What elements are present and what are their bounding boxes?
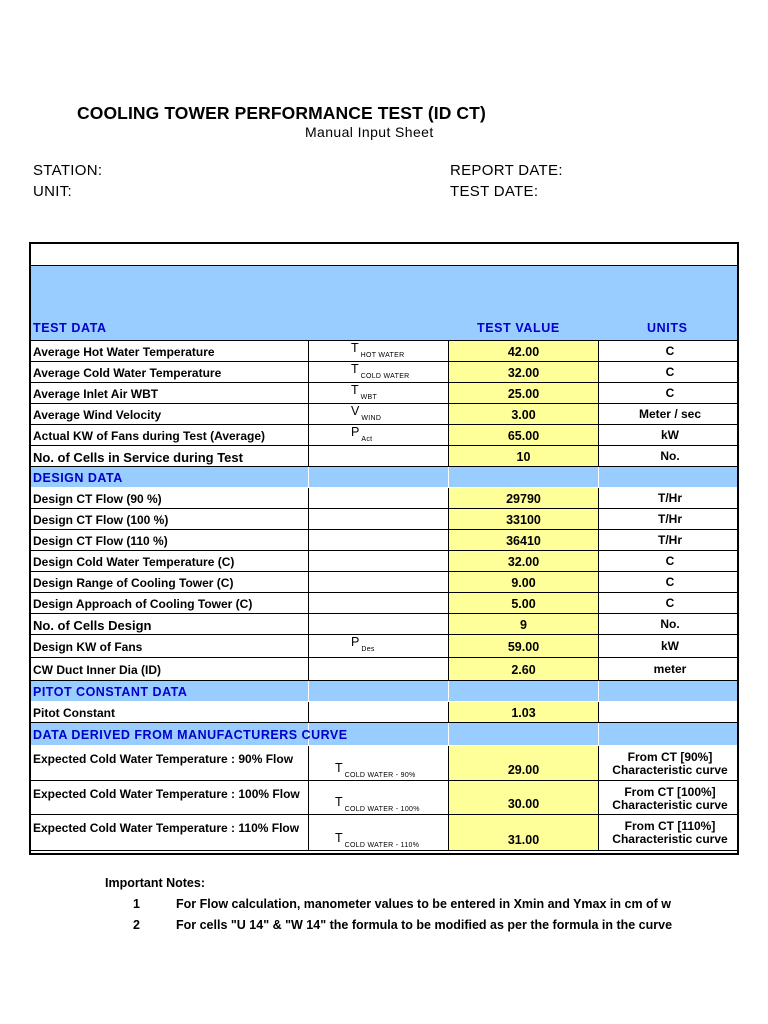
table-header-band	[31, 266, 737, 340]
note-text: For Flow calculation, manometer values to be entered in Xmin and Ymax in cm of w	[176, 897, 672, 911]
value-cell[interactable]	[449, 404, 599, 424]
row-label: Expected Cold Water Temperature : 110% Flow	[33, 821, 300, 835]
section-row	[31, 723, 737, 746]
unit-cell	[599, 488, 739, 508]
station-label: STATION:	[33, 162, 103, 179]
label-cell	[31, 362, 309, 382]
symbol-cell	[309, 509, 449, 529]
label-cell	[31, 467, 309, 487]
table-row	[31, 572, 737, 593]
table-row	[31, 446, 737, 467]
symbol-cell	[309, 488, 449, 508]
unit-text: C	[665, 344, 675, 358]
header-units: UNITS	[647, 321, 688, 335]
symbol-cell	[309, 746, 449, 780]
table-row	[31, 815, 737, 851]
row-label: DATA DERIVED FROM MANUFACTURERS CURVE	[33, 728, 348, 742]
row-label: Average Wind Velocity	[33, 408, 162, 422]
row-label: No. of Cells Design	[33, 618, 152, 633]
unit-cell	[599, 446, 739, 466]
label-cell	[31, 341, 309, 361]
symbol-cell	[309, 530, 449, 550]
value-cell	[449, 723, 599, 745]
row-label: Average Inlet Air WBT	[33, 387, 159, 401]
section-row	[31, 467, 737, 488]
value-cell[interactable]	[449, 341, 599, 361]
unit-cell	[599, 614, 739, 634]
row-label: DESIGN DATA	[33, 471, 123, 485]
unit-cell	[599, 404, 739, 424]
value-cell[interactable]	[449, 781, 599, 814]
unit-label: UNIT:	[33, 183, 72, 200]
variable-symbol	[351, 635, 375, 653]
row-label: No. of Cells in Service during Test	[33, 450, 243, 465]
table-row	[31, 635, 737, 658]
symbol-cell	[309, 341, 449, 361]
label-cell	[31, 593, 309, 613]
unit-cell	[599, 530, 739, 550]
symbol-cell	[309, 467, 449, 487]
symbol-cell	[309, 658, 449, 680]
unit-cell	[599, 723, 739, 745]
unit-cell	[599, 746, 739, 780]
row-label: Design KW of Fans	[33, 640, 143, 654]
variable-symbol	[351, 404, 381, 422]
table-row	[31, 488, 737, 509]
label-cell	[31, 509, 309, 529]
variable-symbol	[351, 362, 410, 380]
variable-symbol	[335, 761, 416, 779]
test-value: 42.00	[507, 345, 540, 359]
row-label: Design CT Flow (110 %)	[33, 534, 168, 548]
value-cell	[449, 467, 599, 487]
test-value: 29.00	[507, 763, 540, 777]
variable-symbol	[351, 425, 372, 443]
row-label: Design CT Flow (90 %)	[33, 492, 162, 506]
symbol-cell	[309, 723, 449, 745]
table-row	[31, 362, 737, 383]
label-cell	[31, 404, 309, 424]
symbol-letter: T	[351, 383, 359, 397]
input-sheet-table	[29, 242, 739, 855]
symbol-subscript: COLD WATER - 110%	[344, 842, 420, 849]
label-cell	[31, 681, 309, 701]
variable-symbol	[335, 795, 420, 813]
row-label: Pitot Constant	[33, 706, 115, 720]
value-cell	[449, 681, 599, 701]
unit-text: T/Hr	[658, 512, 682, 526]
label-cell	[31, 781, 309, 814]
unit-text: T/Hr	[658, 491, 682, 505]
report-date-label: REPORT DATE:	[450, 162, 563, 179]
test-value: 59.00	[507, 640, 540, 654]
table-row	[31, 746, 737, 781]
symbol-letter: T	[335, 795, 343, 809]
value-cell[interactable]	[449, 446, 599, 466]
unit-cell	[599, 509, 739, 529]
note-number: 1	[133, 897, 140, 911]
value-cell[interactable]	[449, 530, 599, 550]
symbol-subscript: Des	[361, 646, 375, 653]
unit-cell	[599, 681, 739, 701]
label-cell	[31, 702, 309, 722]
section-row	[31, 681, 737, 702]
unit-text: C	[665, 365, 675, 379]
symbol-subscript: Act	[361, 436, 373, 443]
note-text: For cells "U 14" & "W 14" the formula to be modified as per the formula in the curve	[176, 918, 673, 932]
unit-text: C	[665, 386, 675, 400]
label-cell	[31, 572, 309, 592]
label-cell	[31, 614, 309, 634]
unit-cell	[599, 635, 739, 657]
table-row	[31, 658, 737, 681]
value-cell[interactable]	[449, 593, 599, 613]
unit-cell	[599, 467, 739, 487]
test-value: 65.00	[507, 429, 540, 443]
page-title: COOLING TOWER PERFORMANCE TEST (ID CT)	[77, 103, 486, 123]
symbol-cell	[309, 383, 449, 403]
row-label: Expected Cold Water Temperature : 100% Flow	[33, 787, 300, 801]
value-cell[interactable]	[449, 425, 599, 445]
unit-text: From CT [100%] Characteristic curve	[612, 785, 728, 812]
row-label: Average Hot Water Temperature	[33, 345, 215, 359]
unit-cell	[599, 593, 739, 613]
unit-cell	[599, 572, 739, 592]
row-label: Design Approach of Cooling Tower (C)	[33, 597, 253, 611]
unit-text: T/Hr	[658, 533, 682, 547]
unit-cell	[599, 658, 739, 680]
label-cell	[31, 723, 348, 745]
unit-cell	[599, 383, 739, 403]
unit-cell	[599, 341, 739, 361]
value-cell[interactable]	[449, 572, 599, 592]
symbol-cell	[309, 551, 449, 571]
symbol-cell	[309, 404, 449, 424]
symbol-cell	[309, 614, 449, 634]
table-row	[31, 404, 737, 425]
test-value: 36410	[506, 534, 541, 548]
test-date-label: TEST DATE:	[450, 183, 539, 200]
unit-text: kW	[661, 639, 679, 653]
note-number: 2	[133, 918, 140, 932]
test-value: 10	[516, 450, 531, 464]
test-value: 32.00	[507, 555, 540, 569]
row-label: Expected Cold Water Temperature : 90% Flow	[33, 752, 294, 766]
unit-text: No.	[660, 449, 680, 463]
label-cell	[31, 488, 309, 508]
test-value: 9.00	[511, 576, 536, 590]
test-value: 31.00	[507, 833, 540, 847]
symbol-cell	[309, 702, 449, 722]
symbol-cell	[309, 635, 449, 657]
table-row	[31, 614, 737, 635]
variable-symbol	[335, 831, 419, 849]
value-cell[interactable]	[449, 658, 599, 680]
row-label: Average Cold Water Temperature	[33, 366, 222, 380]
table-row	[31, 593, 737, 614]
test-value: 1.03	[511, 706, 536, 720]
symbol-cell	[309, 781, 449, 814]
value-cell[interactable]	[449, 509, 599, 529]
test-value: 32.00	[507, 366, 540, 380]
symbol-letter: P	[351, 425, 360, 439]
label-cell	[31, 530, 309, 550]
variable-symbol	[351, 341, 404, 359]
unit-text: C	[665, 596, 675, 610]
symbol-cell	[309, 572, 449, 592]
value-cell[interactable]	[449, 635, 599, 657]
symbol-cell	[309, 681, 449, 701]
test-value: 30.00	[507, 797, 540, 811]
unit-text: Meter / sec	[638, 407, 702, 421]
value-cell[interactable]	[449, 746, 599, 780]
symbol-subscript: COLD WATER - 100%	[344, 806, 420, 813]
label-cell	[31, 425, 309, 445]
row-label: Design Range of Cooling Tower (C)	[33, 576, 234, 590]
value-cell[interactable]	[449, 383, 599, 403]
value-cell[interactable]	[449, 551, 599, 571]
symbol-letter: T	[335, 831, 343, 845]
unit-text: C	[665, 554, 675, 568]
row-label: CW Duct Inner Dia (ID)	[33, 663, 161, 677]
table-row	[31, 383, 737, 404]
test-value: 3.00	[511, 408, 536, 422]
label-cell	[31, 658, 309, 680]
unit-cell	[599, 425, 739, 445]
symbol-cell	[309, 446, 449, 466]
row-label: Design Cold Water Temperature (C)	[33, 555, 235, 569]
symbol-subscript: COLD WATER - 90%	[344, 772, 416, 779]
variable-symbol	[351, 383, 377, 401]
symbol-cell	[309, 425, 449, 445]
unit-cell	[599, 781, 739, 814]
page-subtitle: Manual Input Sheet	[305, 124, 434, 140]
table-row	[31, 509, 737, 530]
symbol-subscript: WBT	[360, 394, 378, 401]
notes-title: Important Notes:	[105, 876, 205, 890]
value-cell[interactable]	[449, 614, 599, 634]
unit-cell	[599, 815, 739, 850]
table-row	[31, 551, 737, 572]
label-cell	[31, 446, 309, 466]
label-cell	[31, 635, 309, 657]
label-cell	[31, 383, 309, 403]
table-row	[31, 341, 737, 362]
table-row	[31, 425, 737, 446]
unit-text: meter	[653, 662, 687, 676]
symbol-cell	[309, 362, 449, 382]
unit-text: From CT [90%] Characteristic curve	[612, 750, 728, 777]
row-label: PITOT CONSTANT DATA	[33, 685, 188, 699]
test-value: 5.00	[511, 597, 536, 611]
symbol-letter: T	[351, 362, 359, 376]
label-cell	[31, 815, 309, 850]
value-cell[interactable]	[449, 815, 599, 850]
label-cell	[31, 746, 309, 780]
header-test-value: TEST VALUE	[477, 321, 560, 335]
table-row	[31, 781, 737, 815]
symbol-letter: V	[351, 404, 360, 418]
test-value: 2.60	[511, 663, 536, 677]
test-value: 33100	[506, 513, 541, 527]
table-row	[31, 530, 737, 551]
symbol-subscript: COLD WATER	[360, 373, 410, 380]
label-cell	[31, 551, 309, 571]
row-label: Design CT Flow (100 %)	[33, 513, 169, 527]
symbol-subscript: HOT WATER	[360, 352, 405, 359]
symbol-cell	[309, 593, 449, 613]
unit-text: From CT [110%] Characteristic curve	[612, 819, 728, 846]
test-value: 29790	[506, 492, 541, 506]
table-row	[31, 702, 737, 723]
unit-text: C	[665, 575, 675, 589]
test-value: 25.00	[507, 387, 540, 401]
unit-cell	[599, 551, 739, 571]
symbol-cell	[309, 815, 449, 850]
unit-cell	[599, 702, 739, 722]
test-value: 9	[520, 618, 527, 632]
unit-text: No.	[660, 617, 680, 631]
unit-text: kW	[661, 428, 679, 442]
value-cell[interactable]	[449, 488, 599, 508]
unit-cell	[599, 362, 739, 382]
symbol-letter: T	[351, 341, 359, 355]
row-label: Actual KW of Fans during Test (Average)	[33, 429, 266, 443]
value-cell[interactable]	[449, 702, 599, 722]
header-test-data: TEST DATA	[33, 321, 107, 335]
symbol-subscript: WIND	[361, 415, 382, 422]
symbol-letter: P	[351, 635, 360, 649]
symbol-letter: T	[335, 761, 343, 775]
value-cell[interactable]	[449, 362, 599, 382]
